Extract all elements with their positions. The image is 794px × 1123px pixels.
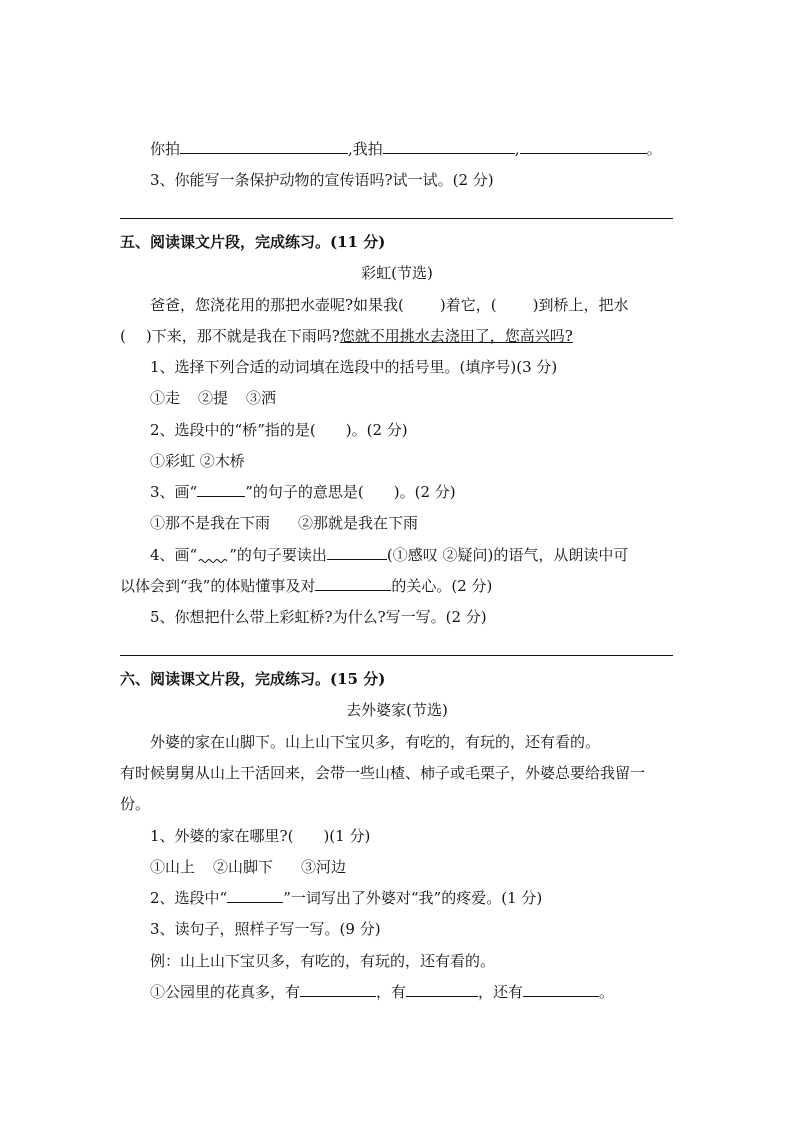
sec5-q3-options xyxy=(150,513,418,533)
blank-8[interactable] xyxy=(406,982,478,997)
passage-text: ( xyxy=(120,327,126,345)
sec5-question-4-cont xyxy=(120,576,492,596)
clap-text-b: ,我拍 xyxy=(348,140,383,158)
sec5-question-1: 1、选择下列合适的动词填在选段中的括号里。(填序号)(3 分) xyxy=(150,358,558,376)
answer-line[interactable] xyxy=(120,655,673,656)
sec6-q1-options xyxy=(150,857,346,877)
question-text: 。 xyxy=(599,983,615,1001)
blank-9[interactable] xyxy=(523,982,599,997)
option-2: ②那就是我在下雨 xyxy=(298,514,419,532)
sec5-question-2 xyxy=(150,420,408,440)
question-text: ，还有 xyxy=(478,983,524,1001)
blank-2[interactable] xyxy=(383,139,515,154)
passage-6-line-1: 外婆的家在山脚下。山上山下宝贝多，有吃的，有玩的，还有看的。 xyxy=(150,733,601,751)
question-text: 3、画“ xyxy=(150,483,198,501)
option-2: ②山脚下 xyxy=(213,858,274,876)
question-text: ”一词写出了外婆对“我”的疼爱。(1 分) xyxy=(283,889,543,907)
passage-6-line-3: 份。 xyxy=(120,795,151,813)
option-1: ①走 xyxy=(150,389,181,407)
option-1: ①那不是我在下雨 xyxy=(150,514,271,532)
question-text: )(1 分) xyxy=(323,827,371,845)
question-text: ”的句子的意思是( xyxy=(245,483,364,501)
passage-text: )下来，那不就是我在下雨吗? xyxy=(145,327,340,345)
question-text: 1、外婆的家在哪里?( xyxy=(150,827,294,845)
blank-4[interactable] xyxy=(327,545,387,560)
question-text: 2、选段中的“桥”指的是( xyxy=(150,421,316,439)
sec5-q1-options xyxy=(150,388,276,408)
wavy-underline-sample xyxy=(197,545,229,559)
clap-pattern-line xyxy=(150,139,662,159)
blank-1[interactable] xyxy=(180,139,348,154)
sec4-question-3: 3、你能写一条保护动物的宣传语吗?试一试。(2 分) xyxy=(150,171,494,189)
sec6-question-2 xyxy=(150,888,542,908)
section-6-title: 去外婆家(节选) xyxy=(346,701,448,719)
option-3: ③洒 xyxy=(246,389,277,407)
straight-underline-sample xyxy=(197,482,245,497)
question-text: ①公园里的花真多，有 xyxy=(150,983,301,1001)
section-6-heading: 六、阅读课文片段，完成练习。(15 分) xyxy=(120,670,386,688)
blank-7[interactable] xyxy=(300,982,376,997)
clap-text-a: 你拍 xyxy=(150,140,181,158)
sec6-question-3: 3、读句子，照样子写一写。(9 分) xyxy=(150,920,381,938)
sec5-q2-options: ①彩虹 ②木桥 xyxy=(150,452,245,470)
question-text: ，有 xyxy=(376,983,407,1001)
passage-5-line-2 xyxy=(120,326,573,346)
sec5-question-3 xyxy=(150,482,456,502)
section-5-title: 彩虹(节选) xyxy=(361,264,433,282)
passage-text: )到桥上，把水 xyxy=(532,296,629,314)
wavy-line-icon xyxy=(197,546,229,564)
option-2: ②提 xyxy=(198,389,229,407)
question-text: )。(2 分) xyxy=(393,483,456,501)
sec6-question-1 xyxy=(150,826,370,846)
blank-6[interactable] xyxy=(227,888,283,903)
passage-text: )着它，( xyxy=(439,296,497,314)
question-text: 的关心。(2 分) xyxy=(391,577,493,595)
blank-3[interactable] xyxy=(520,139,647,154)
sec5-question-5: 5、你想把什么带上彩虹桥?为什么?写一写。(2 分) xyxy=(150,608,487,626)
passage-6-line-2: 有时候舅舅从山上干活回来，会带一些山楂、柿子或毛栗子，外婆总要给我留一 xyxy=(120,764,646,782)
question-text: 以体会到“我”的体贴懂事及对 xyxy=(120,577,316,595)
question-text: )。(2 分) xyxy=(345,421,408,439)
section-5-heading: 五、阅读课文片段，完成练习。(11 分) xyxy=(120,233,386,251)
passage-5-line-1 xyxy=(150,295,628,315)
question-text: 2、选段中“ xyxy=(150,889,228,907)
option-3: ③河边 xyxy=(301,858,347,876)
blank-5[interactable] xyxy=(315,576,391,591)
underlined-sentence: 您就不用挑水去浇田了，您高兴吗? xyxy=(339,327,573,345)
sec6-example: 例：山上山下宝贝多，有吃的，有玩的，还有看的。 xyxy=(150,952,496,970)
clap-text-c: , xyxy=(514,140,520,158)
question-text: (①感叹 ②疑问)的语气，从朗读中可 xyxy=(386,546,629,564)
answer-line[interactable] xyxy=(120,218,673,219)
clap-text-end: 。 xyxy=(646,140,662,158)
sec5-question-4 xyxy=(150,545,628,565)
question-text: 4、画“ xyxy=(150,546,198,564)
sec6-exercise-1 xyxy=(150,982,614,1002)
question-text: ”的句子要读出 xyxy=(229,546,327,564)
passage-text: 爸爸，您浇花用的那把水壶呢?如果我( xyxy=(150,296,404,314)
option-1: ①山上 xyxy=(150,858,196,876)
